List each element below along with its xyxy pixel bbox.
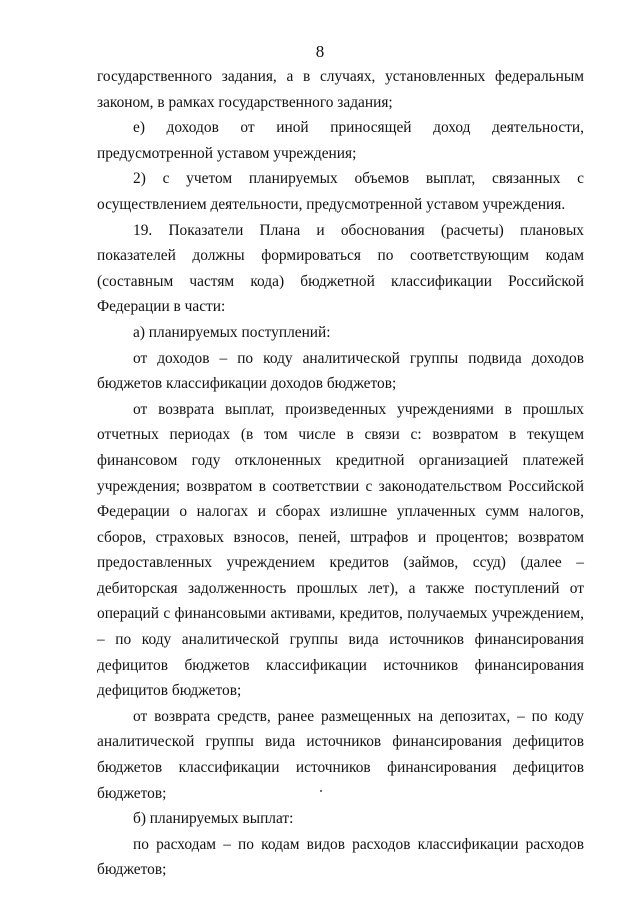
paragraph-item-a: а) планируемых поступлений: [133,323,331,341]
paragraph-income: от доходов – по коду аналитической группы подвида доходов бюджетов классификации доходов бюджетов; [97,349,584,393]
scan-speck [320,790,322,792]
paragraph-item-e: е) доходов от иной приносящей доход деятельности, предусмотренной уставом учреждения; [97,119,584,162]
paragraph-continuation: государственного задания, а в случаях, установленных федеральным законом, в рамках государственного задания; [97,68,584,111]
paragraph-section-19: 19. Показатели Плана и обоснования (расчеты) плановых показателей должны формироваться по соответствующим кодам (составным частям кода) бюджетной классификации Российской Федерации в части: [97,221,584,316]
document-body [97,64,584,883]
paragraph-deposits: от возврата средств, ранее размещенных на депозитах, – по коду аналитической группы вида источников финансирования дефицитов бюджетов классификации источников финансирования дефицитов бюджетов; [97,707,584,802]
paragraph-item-2: 2) с учетом планируемых объемов выплат, связанных с осуществлением деятельности, предусмотренной уставом учреждения. [97,170,584,213]
paragraph-expenses: по расходам – по кодам видов расходов классификации расходов бюджетов; [97,835,584,879]
page-number: 8 [315,42,325,61]
paragraph-refunds: от возврата выплат, произведенных учреждениями в прошлых отчетных периодах (в том числе в связи с: возвратом в текущем финансовом году отклоненных кредитной организацией платежей учреждения; возвратом в соответствии с законодательством Российской Федерации о налогах и сборах излишне уплаченных сумм налогов, сборов, страховых взносов, пеней, штрафов и процентов; возвратом предоставленных учреждением кредитов (займов, ссуд) (далее – дебиторская задолженность прошлых лет), а также поступлений от операций с финансовыми активами, кредитов, получаемых учреждением, – по коду аналитической группы вида источников финансирования дефицитов бюджетов классификации источников финансирования дефицитов бюджетов; [97,400,584,700]
paragraph-item-b: б) планируемых выплат: [133,810,294,828]
